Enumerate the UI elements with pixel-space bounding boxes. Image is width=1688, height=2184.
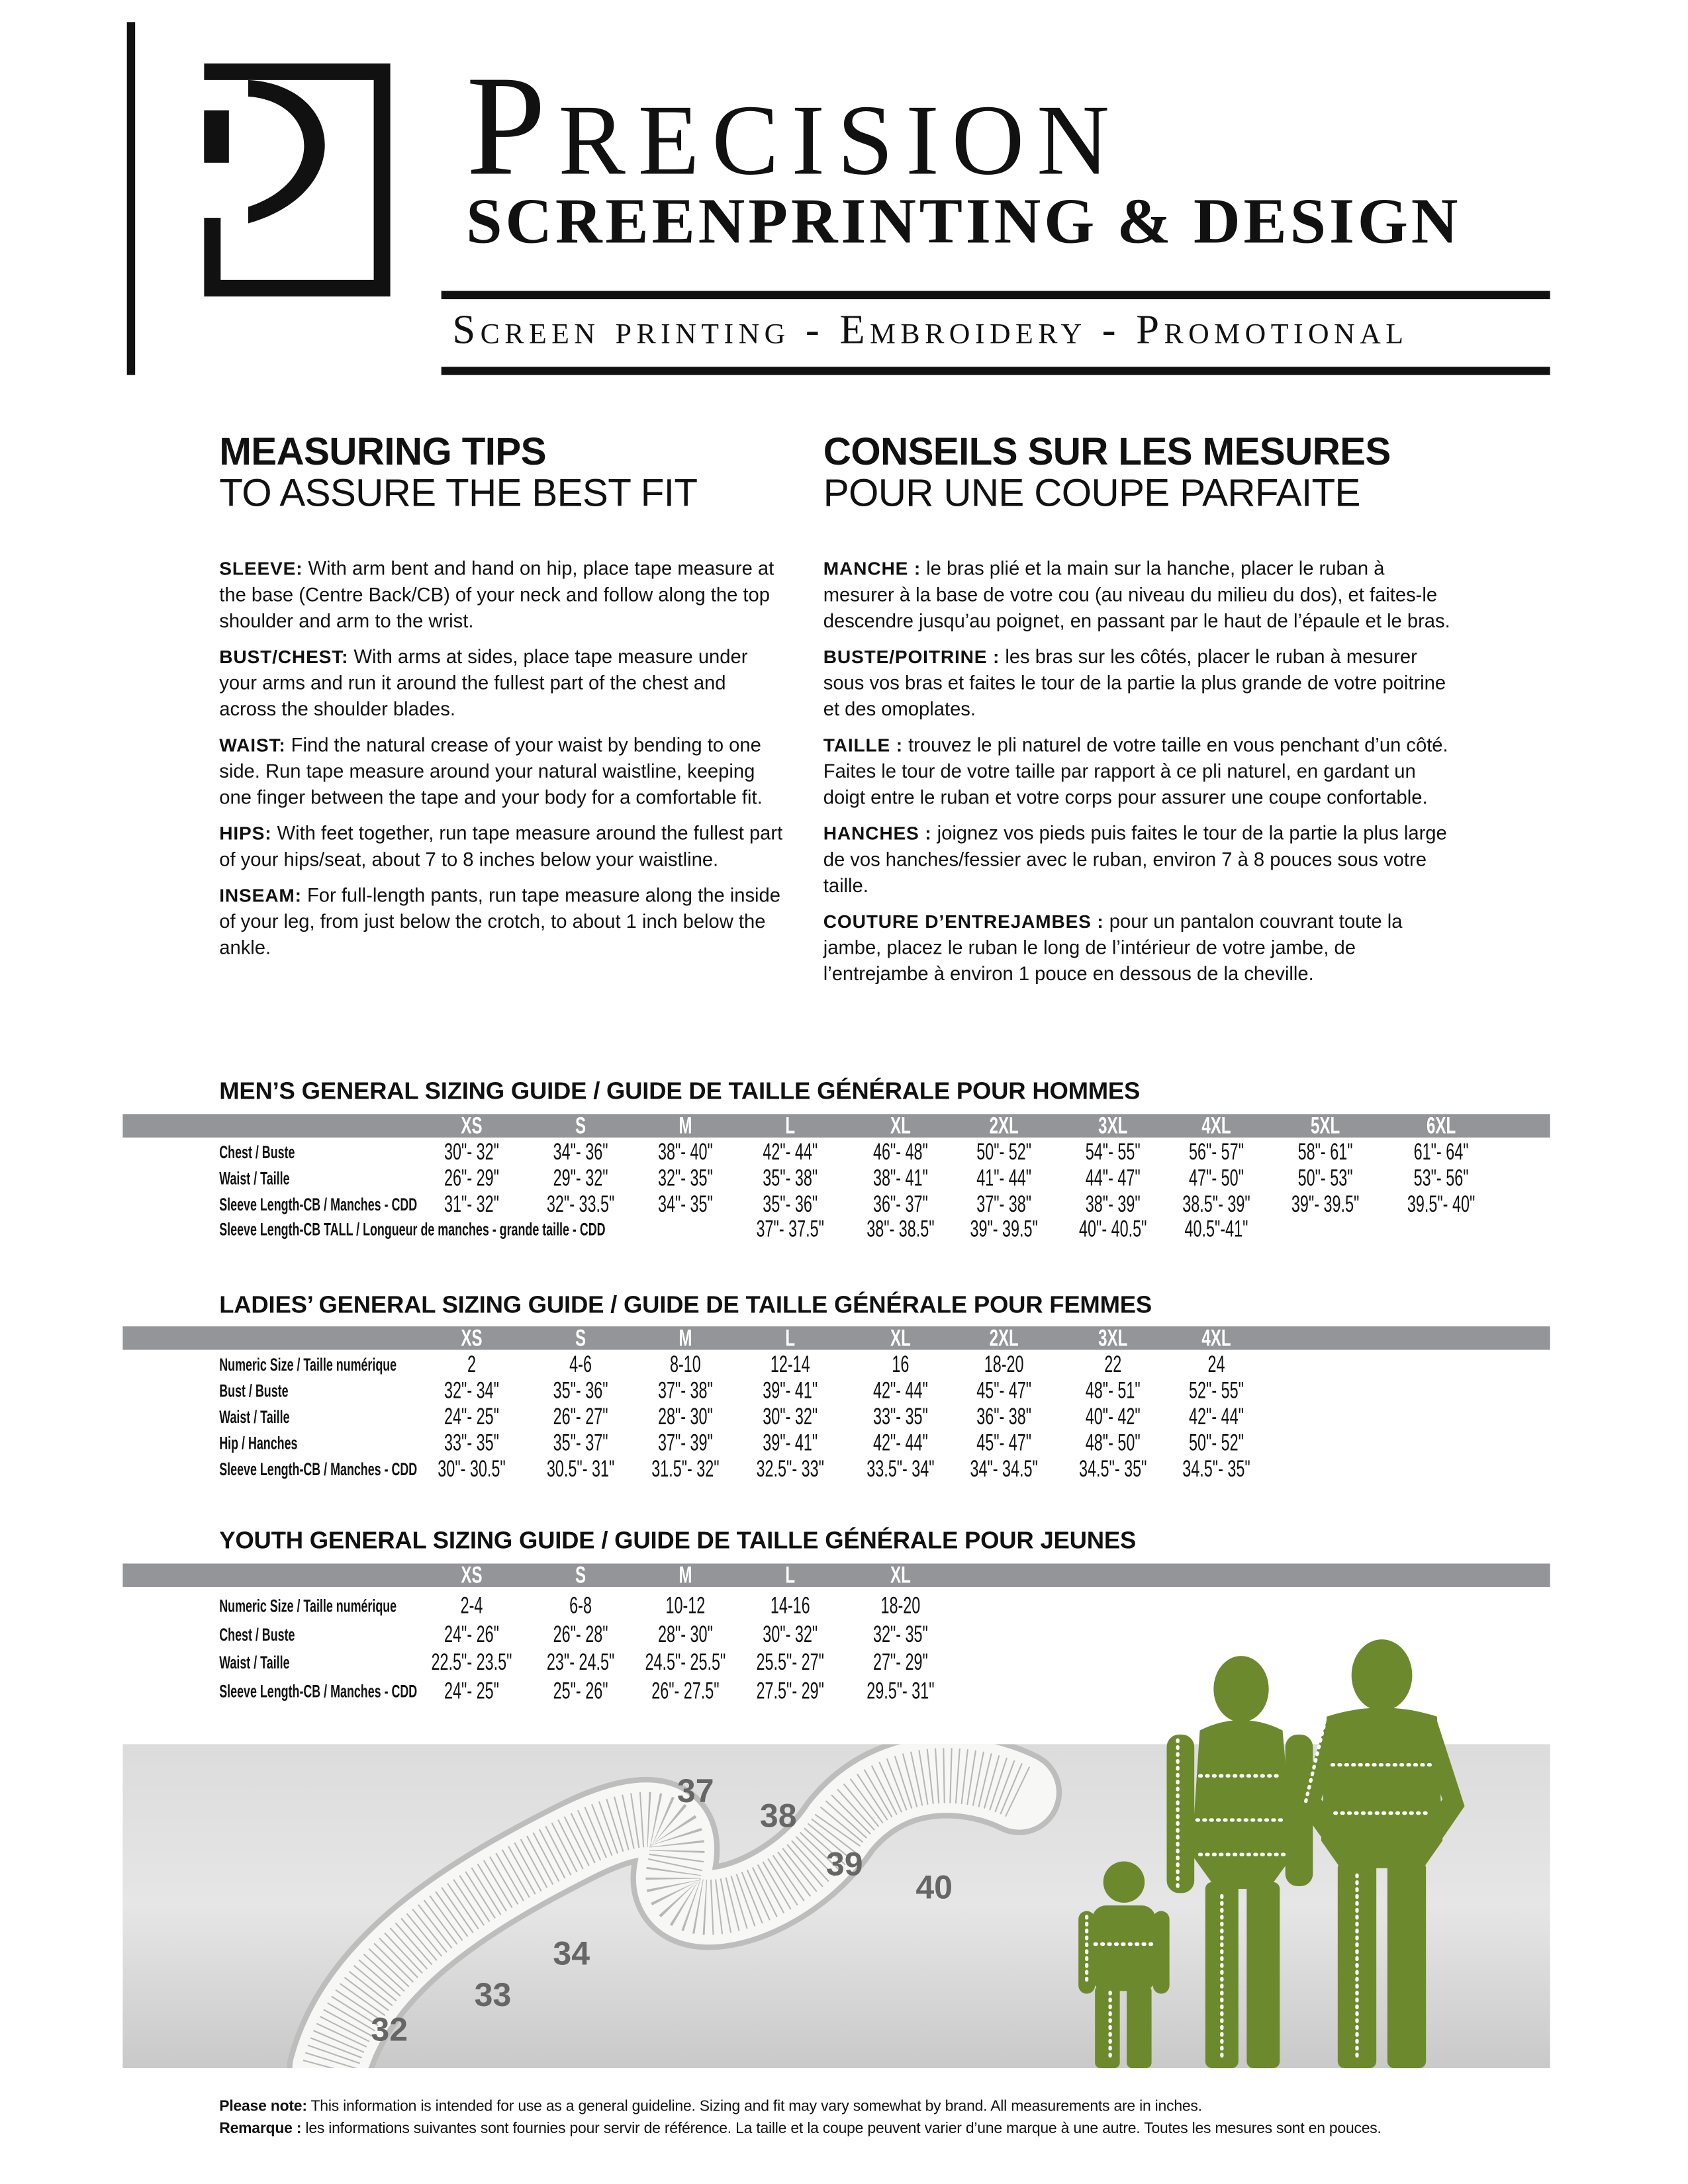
row-label: Hip / Hanches — [219, 1432, 298, 1453]
table-cell: 39"- 39.5" — [1291, 1191, 1360, 1218]
logo-vertical-bar — [127, 22, 135, 375]
size-column-header: M — [679, 1113, 692, 1139]
table-cell: 30"- 32" — [763, 1621, 818, 1648]
ladies-size-header-bar — [122, 1326, 1550, 1349]
table-cell: 2 — [467, 1351, 477, 1378]
table-cell: 34.5"- 35" — [1182, 1455, 1250, 1482]
table-cell: 18-20 — [880, 1592, 921, 1619]
tips-en-title: MEASURING TIPS — [219, 430, 546, 473]
table-cell: 24.5"- 25.5" — [645, 1649, 726, 1676]
table-cell: 50"- 52" — [1189, 1430, 1244, 1456]
table-cell: 53"- 56" — [1413, 1165, 1469, 1191]
table-cell: 42"- 44" — [872, 1377, 928, 1404]
tape-number: 38 — [759, 1797, 797, 1835]
table-cell: 37"- 38" — [657, 1377, 713, 1404]
table-cell: 34.5"- 35" — [1079, 1455, 1147, 1482]
table-cell: 38"- 39" — [1085, 1191, 1141, 1218]
tape-number: 40 — [915, 1868, 953, 1906]
table-cell: 33"- 35" — [444, 1430, 499, 1456]
tip-text: Find the natural crease of your waist by bending to one side. Run tape measure around your natural waistline, keeping one finger between the tape and your body for a comfortable fit. — [219, 733, 763, 808]
table-cell: 30"- 30.5" — [438, 1455, 506, 1482]
tape-number: 32 — [371, 2011, 408, 2048]
size-column-header: M — [679, 1325, 692, 1351]
tip-text: With arm bent and hand on hip, place tape measure at the base (Centre Back/CB) of your neck and follow along the top shoulder and arm to the wrist. — [219, 557, 774, 632]
tip-item — [823, 644, 1458, 723]
table-cell: 4-6 — [569, 1351, 592, 1378]
table-cell: 29.5"- 31" — [867, 1678, 935, 1704]
tip-term: MANCHE : — [823, 558, 921, 579]
table-cell: 12-14 — [770, 1351, 810, 1378]
table-cell: 25"- 26" — [553, 1678, 608, 1704]
table-cell: 32.5"- 33" — [756, 1455, 824, 1482]
note-english — [219, 2099, 1202, 2115]
table-cell: 31"- 32" — [444, 1191, 499, 1218]
tips-fr-title: CONSEILS SUR LES MESURES — [823, 430, 1391, 473]
note-en-label: Please note: — [219, 2098, 307, 2115]
tip-text: With arms at sides, place tape measure under your arms and run it around the fullest part of the chest and across the shoulder blades. — [219, 645, 748, 720]
table-cell: 34"- 35" — [657, 1191, 713, 1218]
size-column-header: XL — [890, 1562, 911, 1588]
table-cell: 26"- 28" — [553, 1621, 608, 1648]
row-label: Waist / Taille — [219, 1651, 290, 1673]
tape-number: 39 — [825, 1845, 863, 1883]
tip-item — [219, 556, 784, 635]
size-column-header: 3XL — [1098, 1325, 1128, 1351]
size-column-header: 5XL — [1310, 1113, 1340, 1139]
table-cell: 24"- 26" — [444, 1621, 499, 1648]
size-column-header: 2XL — [989, 1113, 1019, 1139]
row-label: Numeric Size / Taille numérique — [219, 1353, 397, 1375]
note-en-text: This information is intended for use as a general guideline. Sizing and fit may vary somewhat by brand. All measurements are in inches. — [306, 2098, 1202, 2115]
table-cell: 39"- 41" — [763, 1377, 818, 1404]
table-cell: 30"- 32" — [444, 1138, 499, 1165]
table-cell: 44"- 47" — [1085, 1165, 1141, 1191]
size-column-header: XL — [890, 1113, 911, 1139]
row-label: Sleeve Length-CB / Manches - CDD — [219, 1459, 418, 1480]
row-label: Chest / Buste — [219, 1624, 295, 1645]
table-cell: 39"- 39.5" — [970, 1216, 1038, 1243]
table-cell: 52"- 55" — [1189, 1377, 1244, 1404]
table-cell: 32"- 35" — [872, 1621, 928, 1648]
tape-number: 37 — [677, 1772, 714, 1809]
tip-term: BUST/CHEST: — [219, 647, 349, 668]
table-cell: 47"- 50" — [1189, 1165, 1244, 1191]
table-cell: 36"- 37" — [872, 1191, 928, 1218]
table-cell: 26"- 27.5" — [651, 1678, 720, 1704]
table-cell: 36"- 38" — [976, 1403, 1032, 1430]
header-divider-top — [442, 291, 1550, 299]
table-cell: 32"- 35" — [657, 1165, 713, 1191]
tape-number: 33 — [474, 1976, 512, 2014]
table-cell: 38.5"- 39" — [1182, 1191, 1250, 1218]
tape-number: 34 — [553, 1934, 590, 1972]
table-cell: 35"- 37" — [553, 1430, 608, 1456]
table-cell: 30.5"- 31" — [546, 1455, 615, 1482]
table-cell: 41"- 44" — [976, 1165, 1032, 1191]
size-column-header: L — [785, 1113, 796, 1139]
table-cell: 28"- 30" — [657, 1403, 713, 1430]
table-cell: 45"- 47" — [976, 1377, 1032, 1404]
table-cell: 27.5"- 29" — [756, 1678, 824, 1704]
family-silhouettes-icon — [1062, 1613, 1489, 2068]
table-cell: 35"- 38" — [763, 1165, 818, 1191]
tip-text: le bras plié et la main sur la hanche, placer le ruban à mesurer à la base de votre cou (au niveau du milieu du dos), et faites-le descendre jusqu’au poignet, en passant par le haut de l’épaule et le bras. — [823, 557, 1450, 632]
table-cell: 26"- 29" — [444, 1165, 499, 1191]
tip-term: WAIST: — [219, 735, 286, 756]
size-column-header: 2XL — [989, 1325, 1019, 1351]
youth-size-header-bar — [122, 1563, 1550, 1586]
table-cell: 25.5"- 27" — [756, 1649, 824, 1676]
table-cell: 48"- 50" — [1085, 1430, 1141, 1456]
table-cell: 46"- 48" — [872, 1138, 928, 1165]
youth-table-title: YOUTH GENERAL SIZING GUIDE / GUIDE DE TAILLE GÉNÉRALE POUR JEUNES — [219, 1526, 1137, 1554]
table-cell: 34"- 34.5" — [970, 1455, 1038, 1482]
table-cell: 8-10 — [670, 1351, 701, 1378]
tip-item — [823, 556, 1458, 635]
table-cell: 45"- 47" — [976, 1430, 1032, 1456]
header-divider-bottom — [442, 367, 1550, 375]
tip-term: COUTURE D’ENTREJAMBES : — [823, 911, 1104, 933]
table-cell: 16 — [892, 1351, 910, 1378]
size-column-header: S — [575, 1562, 586, 1588]
table-cell: 27"- 29" — [872, 1649, 928, 1676]
row-label: Waist / Taille — [219, 1167, 290, 1189]
size-column-header: L — [785, 1325, 796, 1351]
table-cell: 40"- 42" — [1085, 1403, 1141, 1430]
table-cell: 40.5"-41" — [1184, 1216, 1248, 1243]
table-cell: 34"- 36" — [553, 1138, 608, 1165]
tip-item — [219, 732, 784, 811]
size-column-header: 6XL — [1426, 1113, 1456, 1139]
table-cell: 22.5"- 23.5" — [431, 1649, 512, 1676]
table-cell: 37"- 37.5" — [756, 1216, 824, 1243]
tip-term: SLEEVE: — [219, 558, 303, 579]
size-column-header: XS — [461, 1562, 483, 1588]
tips-fr-list — [823, 556, 1458, 987]
note-french — [219, 2120, 1381, 2137]
table-cell: 40"- 40.5" — [1079, 1216, 1147, 1243]
note-fr-label: Remarque : — [219, 2120, 302, 2138]
table-cell: 24"- 25" — [444, 1678, 499, 1704]
tip-text: les bras sur les côtés, placer le ruban à mesurer sous vos bras et faites le tour de la partie la plus grande de votre poitrine et des omoplates. — [823, 645, 1446, 720]
table-cell: 35"- 36" — [763, 1191, 818, 1218]
table-cell: 29"- 32" — [553, 1165, 608, 1191]
size-column-header: XS — [461, 1113, 483, 1139]
tips-fr-subtitle: POUR UNE COUPE PARFAITE — [823, 471, 1360, 515]
tip-term: HIPS: — [219, 823, 272, 844]
size-column-header: L — [785, 1562, 796, 1588]
table-cell: 2-4 — [460, 1592, 483, 1619]
ladies-table-title: LADIES’ GENERAL SIZING GUIDE / GUIDE DE TAILLE GÉNÉRALE POUR FEMMES — [219, 1290, 1152, 1318]
row-label: Sleeve Length-CB TALL / Longueur de manches - grande taille - CDD — [219, 1218, 606, 1240]
table-cell: 35"- 36" — [553, 1377, 608, 1404]
table-cell: 42"- 44" — [763, 1138, 818, 1165]
tip-term: BUSTE/POITRINE : — [823, 647, 1000, 668]
tip-term: INSEAM: — [219, 885, 302, 906]
table-cell: 50"- 52" — [976, 1138, 1032, 1165]
table-cell: 38"- 40" — [657, 1138, 713, 1165]
table-cell: 33"- 35" — [872, 1403, 928, 1430]
size-column-header: XS — [461, 1325, 483, 1351]
size-column-header: XL — [890, 1325, 911, 1351]
table-cell: 10-12 — [665, 1592, 706, 1619]
table-cell: 32"- 33.5" — [546, 1191, 615, 1218]
row-label: Bust / Buste — [219, 1380, 289, 1401]
row-label: Chest / Buste — [219, 1141, 295, 1163]
row-label: Waist / Taille — [219, 1406, 290, 1428]
table-cell: 24"- 25" — [444, 1403, 499, 1430]
table-cell: 38"- 38.5" — [867, 1216, 935, 1243]
table-cell: 33.5"- 34" — [867, 1455, 935, 1482]
tip-item — [823, 909, 1458, 987]
table-cell: 22 — [1104, 1351, 1122, 1378]
tip-item — [823, 821, 1458, 899]
row-label: Numeric Size / Taille numérique — [219, 1595, 397, 1616]
table-cell: 26"- 27" — [553, 1403, 608, 1430]
note-fr-text: les informations suivantes sont fournies pour servir de référence. La taille et la coupe peuvent varier d’une marque à une autre. Toutes les mesures sont en pouces. — [301, 2120, 1382, 2138]
table-cell: 42"- 44" — [872, 1430, 928, 1456]
tip-text: With feet together, run tape measure around the fullest part of your hips/seat, about 7 to 8 inches below your waistline. — [219, 821, 783, 870]
men-size-header-bar — [122, 1114, 1550, 1137]
table-cell: 32"- 34" — [444, 1377, 499, 1404]
table-cell: 18-20 — [984, 1351, 1024, 1378]
tips-en-subtitle: TO ASSURE THE BEST FIT — [219, 471, 698, 515]
tip-item — [219, 821, 784, 873]
table-cell: 48"- 51" — [1085, 1377, 1141, 1404]
tip-term: TAILLE : — [823, 735, 903, 756]
table-cell: 6-8 — [569, 1592, 592, 1619]
table-cell: 23"- 24.5" — [546, 1649, 615, 1676]
table-cell: 37"- 38" — [976, 1191, 1032, 1218]
measuring-tips-en — [219, 432, 784, 971]
table-cell: 28"- 30" — [657, 1621, 713, 1648]
measuring-tips-fr — [823, 432, 1458, 997]
tips-en-list — [219, 556, 784, 961]
row-label: Sleeve Length-CB / Manches - CDD — [219, 1680, 418, 1702]
row-label: Sleeve Length-CB / Manches - CDD — [219, 1194, 418, 1215]
brand-tagline: Screen printing - Embroidery - Promotional — [452, 307, 1409, 353]
logo-mark-icon — [193, 55, 400, 306]
table-cell: 30"- 32" — [763, 1403, 818, 1430]
table-cell: 56"- 57" — [1189, 1138, 1244, 1165]
tip-text: pour un pantalon couvrant toute la jambe, placez le ruban le long de l’intérieur de votre jambe, de l’entrejambe à environ 1 pouce en dessous de la cheville. — [823, 909, 1403, 985]
tip-term: HANCHES : — [823, 823, 932, 844]
size-column-header: S — [575, 1113, 586, 1139]
tip-text: For full-length pants, run tape measure along the inside of your leg, from just below the crotch, to about 1 inch below the ankle. — [219, 884, 781, 958]
table-cell: 14-16 — [770, 1592, 810, 1619]
table-cell: 39.5"- 40" — [1407, 1191, 1476, 1218]
table-cell: 37"- 39" — [657, 1430, 713, 1456]
table-cell: 61"- 64" — [1413, 1138, 1469, 1165]
size-column-header: M — [679, 1562, 692, 1588]
tip-item — [823, 732, 1458, 811]
size-column-header: 4XL — [1201, 1113, 1231, 1139]
table-cell: 24 — [1207, 1351, 1225, 1378]
size-column-header: S — [575, 1325, 586, 1351]
table-cell: 31.5"- 32" — [651, 1455, 720, 1482]
brand-subtitle: SCREENPRINTING & DESIGN — [466, 186, 1462, 258]
tip-item — [219, 644, 784, 723]
table-cell: 54"- 55" — [1085, 1138, 1141, 1165]
table-cell: 50"- 53" — [1297, 1165, 1353, 1191]
men-table-title: MEN’S GENERAL SIZING GUIDE / GUIDE DE TAILLE GÉNÉRALE POUR HOMMES — [219, 1077, 1141, 1105]
tip-item — [219, 882, 784, 961]
tip-text: trouvez le pli naturel de votre taille en vous penchant d’un côté. Faites le tour de votre taille par rapport à ce pli naturel, en gardant un doigt entre le ruban et votre corps pour assurer une coupe confortable. — [823, 733, 1448, 808]
table-cell: 42"- 44" — [1189, 1403, 1244, 1430]
brand-name: Precision — [466, 46, 1122, 206]
table-cell: 58"- 61" — [1297, 1138, 1353, 1165]
size-column-header: 3XL — [1098, 1113, 1128, 1139]
table-cell: 38"- 41" — [872, 1165, 928, 1191]
table-cell: 39"- 41" — [763, 1430, 818, 1456]
tip-text: joignez vos pieds puis faites le tour de la partie la plus large de vos hanches/fessier avec le ruban, environ 7 à 8 pouces sous votre taille. — [823, 821, 1447, 897]
size-column-header: 4XL — [1201, 1325, 1231, 1351]
